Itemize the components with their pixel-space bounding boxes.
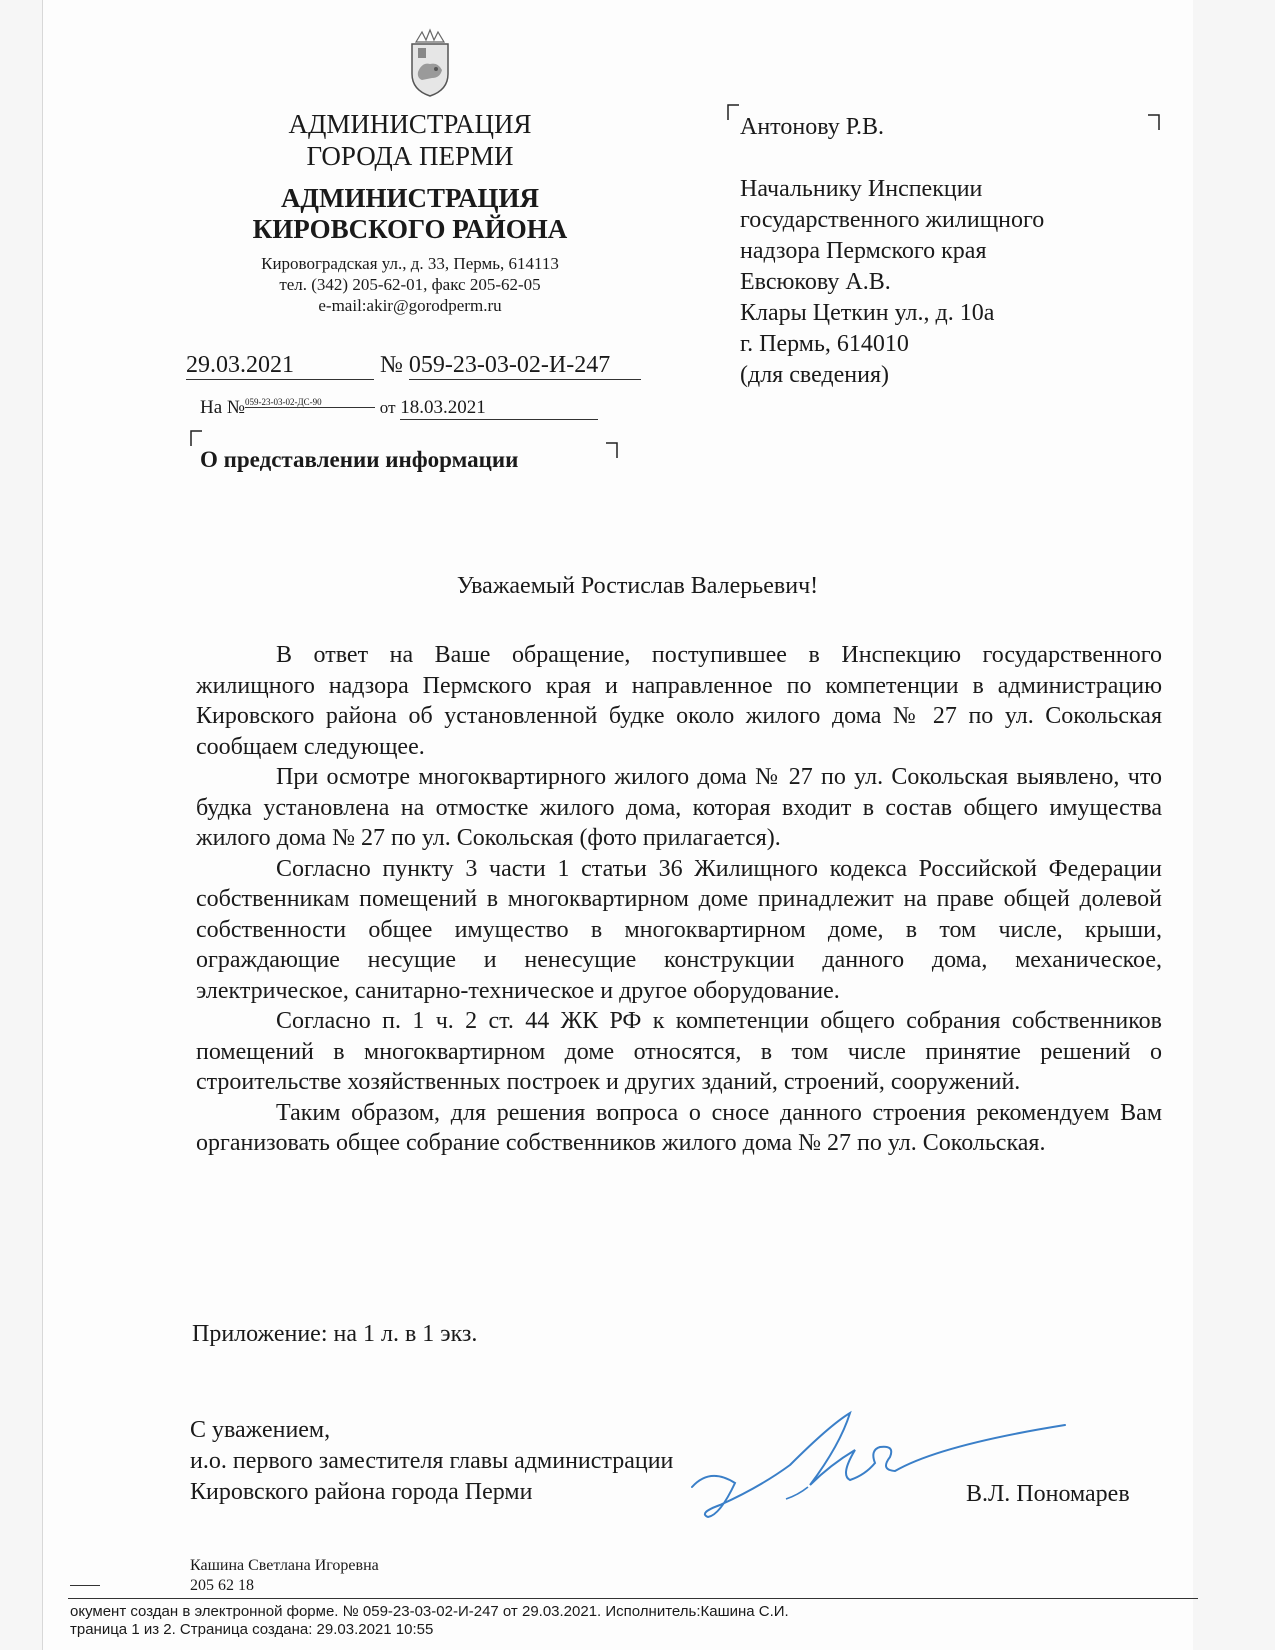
reference-line	[200, 397, 598, 420]
body-paragraph-4: Согласно п. 1 ч. 2 ст. 44 ЖК РФ к компетенции общего собрания собственников помещений в многоквартирном доме относятся, в том числе принятие решений о строительстве хозяйственных построек и других зданий, строений, сооружений.	[196, 1008, 1162, 1095]
reg-date: 29.03.2021	[186, 352, 374, 380]
executor-block	[190, 1556, 379, 1596]
org-name	[245, 108, 575, 172]
body-paragraph-1: В ответ на Ваше обращение, поступившее в Инспекцию государственного жилищного надзора Пермского края и направленное по компетенции в администрацию Кировского района об установленной будке около жилого дома № 27 по ул. Сокольская сообщаем следующее.	[196, 642, 1162, 760]
body-paragraph-3: Согласно пункту 3 части 1 статьи 36 Жилищного кодекса Российской Федерации собственникам помещений в многоквартирном доме принадлежит на праве общей долевой собственности общее имущество в многоквартирном доме, в том числе, крыши, ограждающие несущие и ненесущие конструкции данного дома, механическое, электрическое, санитарно-техническое и другое оборудование.	[196, 855, 1162, 1004]
reg-number: 059-23-03-02-И-247	[409, 352, 641, 380]
sender-contacts	[195, 253, 625, 316]
corner-mark-icon	[190, 430, 202, 446]
closing-line2: и.о. первого заместителя главы администрации	[190, 1448, 674, 1474]
closing-block	[190, 1415, 673, 1508]
ref-from: от	[379, 398, 396, 417]
sender-phone: тел. (342) 205-62-01, факс 205-62-05	[279, 275, 541, 294]
ref-prefix: На №	[200, 397, 246, 418]
recipient-line5: Евсюкову А.В.	[740, 269, 891, 295]
footer-divider	[68, 1598, 1198, 1599]
greeting: Уважаемый Ростислав Валерьевич!	[456, 573, 819, 599]
recipient-line1: Антонову Р.В.	[740, 114, 885, 140]
recipient-line2: Начальнику Инспекции	[740, 176, 983, 202]
recipient-line8: (для сведения)	[740, 362, 889, 388]
footer-page-note	[70, 1621, 433, 1629]
corner-mark-icon	[727, 104, 739, 120]
letter-body	[196, 640, 1162, 1159]
org-name-line2: ГОРОДА ПЕРМИ	[306, 141, 514, 171]
sender-email: e-mail:akir@gorodperm.ru	[318, 296, 502, 315]
org-name-line1: АДМИНИСТРАЦИЯ	[288, 109, 532, 139]
coat-of-arms-icon	[408, 28, 452, 98]
ref-date: 18.03.2021	[400, 397, 598, 420]
recipient-line3: государственного жилищного	[740, 207, 1045, 233]
corner-mark-icon	[606, 442, 618, 458]
signer-name: В.Л. Пономарев	[966, 1481, 1130, 1507]
body-paragraph-5: Таким образом, для решения вопроса о сносе данного строения рекомендуем Вам организовать общее собрание собственников жилого дома № 27 по ул. Сокольская.	[196, 1099, 1162, 1156]
ref-number: 059-23-03-02-ДС-90	[245, 397, 375, 408]
reg-number-prefix: №	[380, 352, 403, 378]
recipient-line7: г. Пермь, 614010	[740, 331, 909, 357]
handwritten-signature	[690, 1395, 1090, 1535]
subject: О представлении информации	[200, 447, 519, 472]
sender-address: Кировоградская ул., д. 33, Пермь, 614113	[261, 254, 559, 273]
registration-line	[186, 352, 641, 380]
recipient-line4: надзора Пермского края	[740, 238, 987, 264]
executor-name: Кашина Светлана Игоревна	[190, 1557, 379, 1574]
body-paragraph-2: При осмотре многоквартирного жилого дома № 27 по ул. Сокольская выявлено, что будка установлена на отмостке жилого дома, которая входит в состав общего имущества жилого дома № 27 по ул. Сокольская (фото прилагается).	[196, 764, 1162, 851]
footer-e-doc-note: окумент создан в электронной форме. № 059-23-03-02-И-247 от 29.03.2021. Исполнитель:Кашина С.И.	[70, 1603, 789, 1620]
executor-phone: 205 62 18	[190, 1577, 254, 1594]
dept-name-line1: АДМИНИСТРАЦИЯ	[280, 183, 540, 213]
recipient-block	[740, 112, 1160, 391]
closing-line1: С уважением,	[190, 1417, 331, 1443]
closing-line3: Кировского района города Перми	[190, 1479, 533, 1505]
dept-name-line2: КИРОВСКОГО РАЙОНА	[252, 214, 568, 244]
dept-name	[210, 183, 610, 245]
recipient-line6: Клары Цеткин ул., д. 10а	[740, 300, 995, 326]
attachment-note: Приложение: на 1 л. в 1 экз.	[192, 1321, 478, 1347]
footer-divider-short	[70, 1585, 100, 1586]
